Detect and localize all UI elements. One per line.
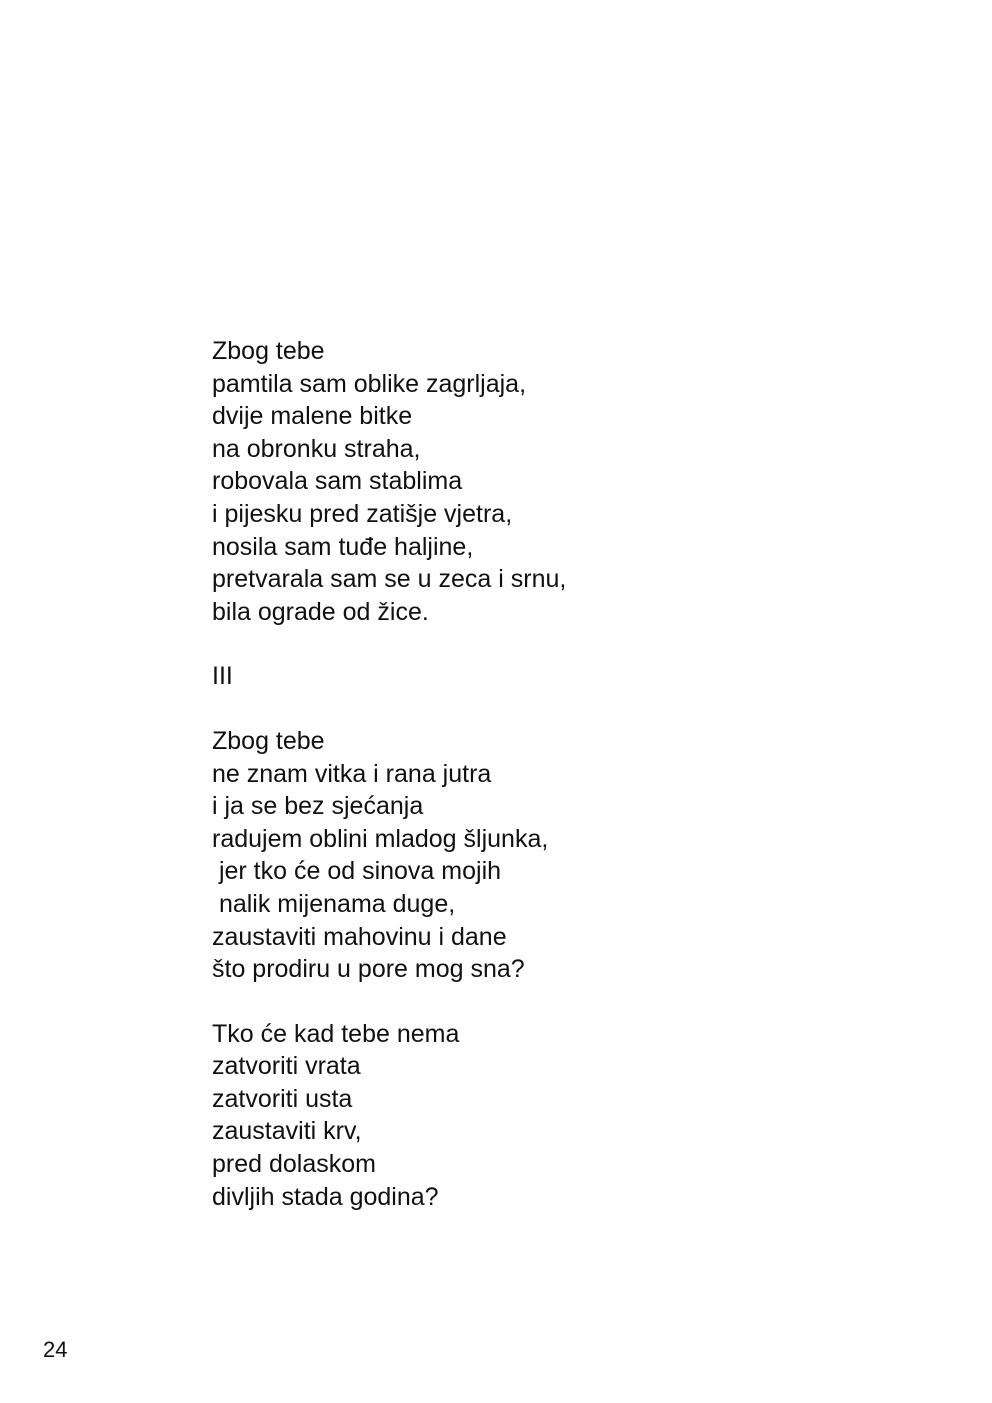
poem-line: jer tko će od sinova mojih bbox=[212, 857, 502, 886]
poem-text bbox=[212, 335, 912, 1245]
poem-line: i ja se bez sjećanja bbox=[212, 792, 424, 821]
poem-line: zaustaviti krv, bbox=[212, 1117, 362, 1146]
poem-line: zatvoriti vrata bbox=[212, 1052, 361, 1081]
poem-line: robovala sam stablima bbox=[212, 467, 463, 496]
stanza-2 bbox=[212, 725, 912, 986]
page-number: 24 bbox=[43, 1337, 68, 1362]
poem-line: pred dolaskom bbox=[212, 1150, 376, 1179]
poem-line: bila ograde od žice. bbox=[212, 597, 429, 626]
poem-line: divljih stada godina? bbox=[212, 1182, 439, 1211]
poem-line: nosila sam tuđe haljine, bbox=[212, 532, 474, 561]
section-numeral: III bbox=[212, 662, 233, 691]
poem-line: zaustaviti mahovinu i dane bbox=[212, 922, 507, 951]
poem-line: radujem oblini mladog šljunka, bbox=[212, 824, 549, 853]
poem-line: zatvoriti usta bbox=[212, 1084, 353, 1113]
poem-line: Zbog tebe bbox=[212, 726, 325, 755]
poem-line: Zbog tebe bbox=[212, 337, 325, 365]
poem-line: i pijesku pred zatišje vjetra, bbox=[212, 499, 513, 528]
poem-line: Tko će kad tebe nema bbox=[212, 1019, 460, 1048]
poem-line: nalik mijenama duge, bbox=[212, 889, 456, 918]
stanza-3 bbox=[212, 1018, 912, 1214]
poem-line: ne znam vitka i rana jutra bbox=[212, 759, 492, 788]
poem-line: na obronku straha, bbox=[212, 434, 421, 463]
poem-line: dvije malene bitke bbox=[212, 402, 413, 431]
poem-line: pamtila sam oblike zagrljaja, bbox=[212, 369, 527, 398]
poem-line: što prodiru u pore mog sna? bbox=[212, 955, 525, 984]
poem-line: pretvarala sam se u zeca i srnu, bbox=[212, 565, 567, 594]
stanza-1 bbox=[212, 335, 912, 628]
